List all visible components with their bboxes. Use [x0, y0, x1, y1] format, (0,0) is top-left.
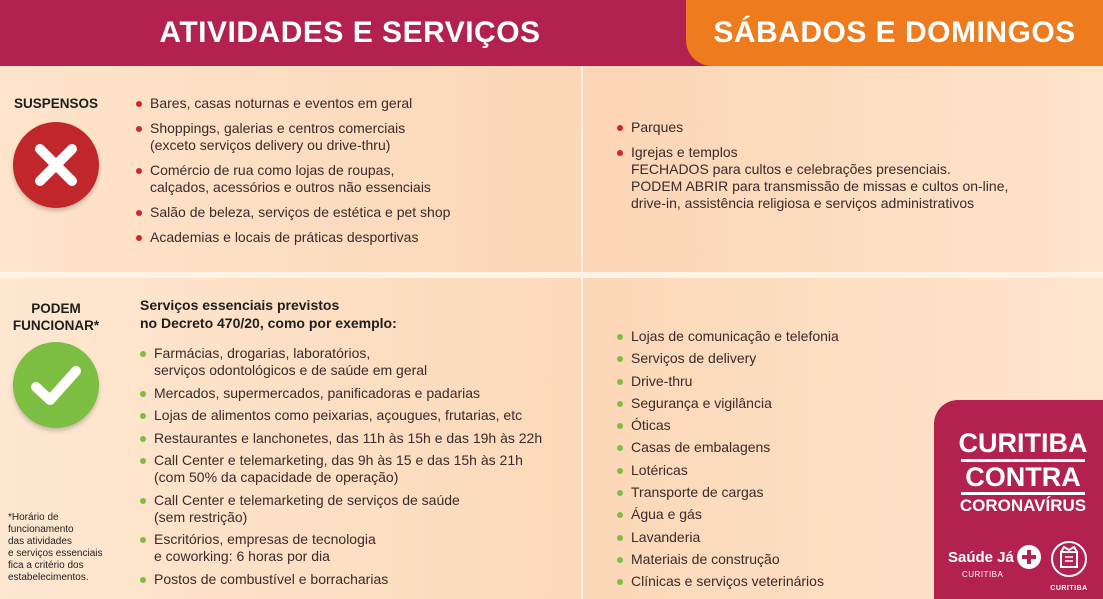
column-divider-bottom — [581, 278, 583, 599]
suspended-label: SUSPENSOS — [13, 96, 99, 111]
badge-line3: CORONAVÍRUS — [959, 496, 1087, 515]
list-item-line: Postos de combustível e borracharias — [154, 570, 389, 587]
list-item — [140, 407, 580, 424]
footnote-line: *Horário de — [8, 512, 59, 523]
list-item — [140, 430, 580, 447]
allowed-list-weekdays — [140, 345, 580, 593]
list-item — [136, 95, 566, 112]
list-item — [140, 452, 580, 486]
list-item: Água e gás — [617, 506, 917, 523]
badge-title — [948, 428, 1098, 516]
list-item-line: Comércio de rua como lojas de roupas, — [150, 162, 395, 178]
list-item — [617, 144, 1087, 212]
list-item: Materiais de construção — [617, 551, 917, 568]
saude-ja-mark-icon — [1016, 544, 1042, 570]
column-divider-top — [581, 66, 583, 272]
list-item — [140, 571, 580, 588]
badge-line2: CONTRA — [961, 459, 1085, 495]
list-item-line: calçados, acessórios e outros não essenciais — [150, 179, 431, 195]
list-item — [140, 385, 580, 402]
list-item — [136, 162, 566, 196]
footnote-line: funcionamento — [8, 524, 74, 535]
essential-title-line1: Serviços essenciais previstos — [140, 297, 340, 313]
list-item — [136, 229, 566, 246]
list-item-line: Lojas de alimentos como peixarias, açougues, frutarias, etc — [154, 407, 523, 423]
list-item-line: FECHADOS para cultos e celebrações presenciais. — [631, 161, 951, 177]
suspended-list-weekends — [617, 119, 1087, 220]
list-item-line: (exceto serviços delivery ou drive-thru) — [150, 137, 391, 153]
list-item-line: Igrejas e templos — [631, 144, 738, 160]
list-item — [136, 120, 566, 154]
weekends-title: SÁBADOS E DOMINGOS — [686, 0, 1103, 66]
list-item: Drive-thru — [617, 373, 917, 390]
footnote-line: das atividades — [8, 536, 72, 547]
footnote-line: e serviços essenciais — [8, 548, 103, 559]
footnote-line: fica a critério dos — [8, 560, 84, 571]
allowed-label-line2: FUNCIONAR* — [12, 318, 100, 333]
list-item-line: PODEM ABRIR para transmissão de missas e cultos on-line, — [631, 178, 1009, 194]
list-item-line: e coworking: 6 horas por dia — [154, 548, 330, 564]
list-item-line: Call Center e telemarketing, das 9h às 15 e das 15h às 21h — [154, 452, 523, 468]
suspended-list-weekdays — [136, 95, 566, 254]
city-crest — [1050, 540, 1088, 592]
saude-ja-logo — [948, 544, 1042, 579]
list-item-line: Shoppings, galerias e centros comerciais — [150, 120, 406, 136]
essential-title-line2: no Decreto 470/20, como por exemplo: — [140, 315, 397, 331]
list-item: Lavanderia — [617, 529, 917, 546]
saude-ja-sub: CURITIBA — [962, 570, 1004, 579]
list-item-line: Salão de beleza, serviços de estética e pet shop — [150, 204, 451, 220]
list-item — [140, 345, 580, 379]
list-item: Óticas — [617, 417, 917, 434]
list-item — [140, 492, 580, 526]
list-item-line: Farmácias, drogarias, laboratórios, — [154, 345, 371, 361]
list-item-line: Escritórios, empresas de tecnologia — [154, 531, 376, 547]
list-item — [617, 119, 1087, 136]
badge-line1: CURITIBA — [958, 428, 1088, 458]
allowed-label — [4, 300, 108, 334]
list-item-line: (sem restrição) — [154, 508, 248, 525]
crest-city-name: CURITIBA — [1050, 585, 1088, 592]
list-item-line: Restaurantes e lanchonetes, das 11h às 15h e das 19h às 22h — [154, 429, 543, 446]
curitiba-contra-coronavirus-badge — [934, 400, 1103, 599]
city-crest-icon — [1050, 540, 1088, 578]
list-item-line: (com 50% da capacidade de operação) — [154, 469, 399, 485]
saude-ja-name: Saúde Já — [948, 548, 1014, 566]
list-item: Clínicas e serviços veterinários — [617, 573, 917, 590]
list-item-line: serviços odontológicos e de saúde em geral — [154, 362, 428, 378]
list-item-line: Academias e locais de práticas desportivas — [150, 229, 419, 245]
allowed-list-weekends — [617, 328, 917, 596]
list-item-line: Call Center e telemarketing de serviços de saúde — [154, 491, 460, 508]
list-item — [136, 204, 566, 221]
header-bar — [0, 0, 1103, 66]
list-item: Lojas de comunicação e telefonia — [617, 328, 917, 345]
list-item: Segurança e vigilância — [617, 395, 917, 412]
hours-footnote — [8, 512, 118, 584]
essential-services-title — [140, 296, 397, 332]
list-item: Transporte de cargas — [617, 484, 917, 501]
list-item-line: Mercados, supermercados, panificadoras e padarias — [154, 384, 481, 401]
list-item: Lotéricas — [617, 462, 917, 479]
list-item-line: drive-in, assistência religiosa e serviços administrativos — [631, 195, 975, 211]
x-icon — [13, 122, 99, 208]
footnote-line: estabelecimentos. — [8, 572, 89, 583]
activities-services-title: ATIVIDADES E SERVIÇOS — [159, 16, 541, 49]
list-item-line: Parques — [631, 119, 684, 135]
list-item: Casas de embalagens — [617, 439, 917, 456]
check-icon — [13, 342, 99, 428]
list-item: Serviços de delivery — [617, 350, 917, 367]
list-item — [140, 531, 580, 565]
allowed-label-line1: PODEM — [31, 301, 81, 316]
list-item-line: Bares, casas noturnas e eventos em geral — [150, 95, 413, 111]
